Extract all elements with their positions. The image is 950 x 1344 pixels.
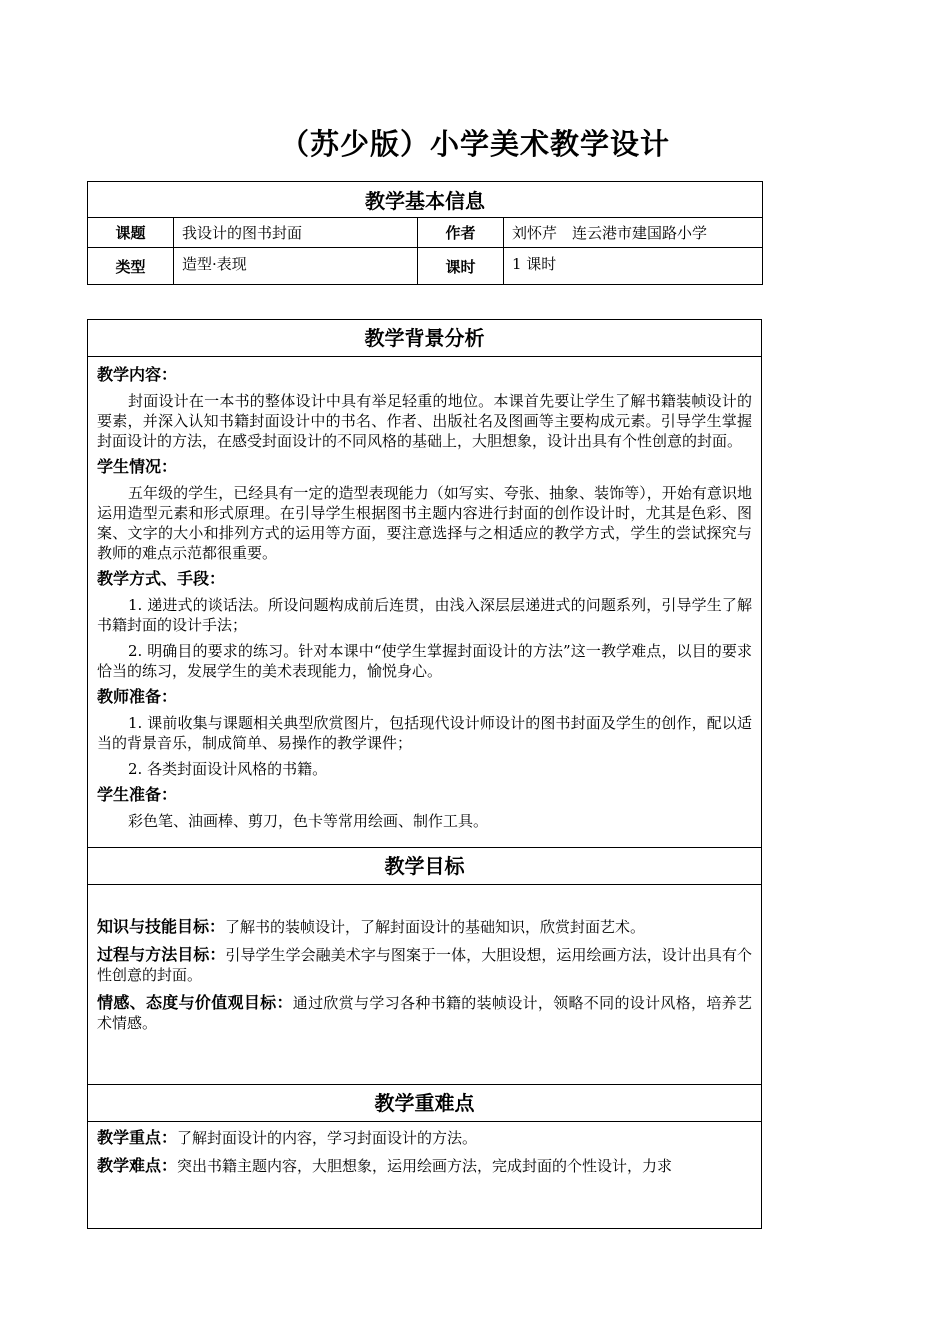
teacher-prep-heading: 教师准备： <box>97 687 178 706</box>
student-prep-heading: 学生准备： <box>97 785 178 804</box>
teacher-prep-item-1: 1. 课前收集与课题相关典型欣赏图片，包括现代设计师设计的图书封面及学生的创作，配以适当的背景音乐，制成简单、易操作的教学课件； <box>97 714 752 752</box>
key-points-header: 教学重难点 <box>88 1084 761 1122</box>
page-title: （苏少版）小学美术教学设计 <box>279 127 670 161</box>
key-points-body <box>88 1122 761 1190</box>
background-header: 教学背景分析 <box>88 320 761 357</box>
content-heading: 教学内容： <box>97 365 178 384</box>
students-heading: 学生情况： <box>97 457 178 476</box>
process-objective <box>97 945 752 985</box>
objectives-body <box>88 885 761 1084</box>
knowledge-objective <box>97 917 752 937</box>
hours-label: 课时 <box>418 248 504 285</box>
topic-label: 课题 <box>88 218 174 248</box>
students-text: 五年级的学生，已经具有一定的造型表现能力（如写实、夸张、抽象、装饰等），开始有意识地运用造型元素和形式原理。在引导学生根据图书主题内容进行封面的创作设计时，尤其是色彩、图案、文字的大小和排列方式的运用等方面，要注意选择与之相适应的教学方式，学生的尝试探究与教师的难点示范都很重要。 <box>97 484 752 562</box>
basic-info-table <box>87 181 763 285</box>
process-text: 引导学生学会融美术字与图案于一体，大胆设想，运用绘画方法，设计出具有个性创意的封面。 <box>97 946 752 984</box>
type-value: 造型·表现 <box>174 248 418 285</box>
author-label: 作者 <box>418 218 504 248</box>
hours-value: 1 课时 <box>504 248 763 285</box>
emotion-text: 通过欣赏与学习各种书籍的装帧设计，领略不同的设计风格，培养艺术情感。 <box>97 994 752 1032</box>
emotion-objective <box>97 993 752 1033</box>
author-value: 刘怀芹 连云港市建国路小学 <box>504 218 763 248</box>
objectives-header: 教学目标 <box>88 847 761 885</box>
knowledge-label: 知识与技能目标： <box>97 917 226 936</box>
methods-item-1: 1. 递进式的谈话法。所设问题构成前后连贯，由浅入深层层递进式的问题系列，引导学生了解书籍封面的设计手法； <box>97 596 752 634</box>
methods-heading: 教学方式、手段： <box>97 569 226 588</box>
process-label: 过程与方法目标： <box>97 945 226 964</box>
knowledge-text: 了解书的装帧设计，了解封面设计的基础知识，欣赏封面艺术。 <box>225 918 646 936</box>
main-section-box <box>87 319 762 1229</box>
content-text: 封面设计在一本书的整体设计中具有举足轻重的地位。本课首先要让学生了解书籍装帧设计的要素，并深入认知书籍封面设计中的书名、作者、出版社名及图画等主要构成元素。引导学生掌握封面设计的方法，在感受封面设计的不同风格的基础上，大胆想象，设计出具有个性创意的封面。 <box>97 392 752 450</box>
type-label: 类型 <box>88 248 174 285</box>
key-point-text: 了解封面设计的内容，学习封面设计的方法。 <box>177 1129 478 1147</box>
difficult-point <box>97 1156 752 1176</box>
student-prep-text: 彩色笔、油画棒、剪刀，色卡等常用绘画、制作工具。 <box>128 812 489 830</box>
difficult-point-text: 突出书籍主题内容，大胆想象，运用绘画方法，完成封面的个性设计，力求 <box>177 1157 673 1175</box>
topic-value: 我设计的图书封面 <box>174 218 418 248</box>
background-body <box>88 357 761 847</box>
difficult-point-label: 教学难点： <box>97 1156 178 1175</box>
teacher-prep-item-2: 2. 各类封面设计风格的书籍。 <box>128 760 328 778</box>
emotion-label: 情感、态度与价值观目标： <box>97 993 293 1012</box>
methods-item-2: 2. 明确目的要求的练习。针对本课中“使学生掌握封面设计的方法”这一教学难点，以目的要求恰当的练习，发展学生的美术表现能力，愉悦身心。 <box>97 642 752 680</box>
basic-info-header: 教学基本信息 <box>88 182 763 218</box>
key-point <box>97 1128 752 1148</box>
key-point-label: 教学重点： <box>97 1128 178 1147</box>
